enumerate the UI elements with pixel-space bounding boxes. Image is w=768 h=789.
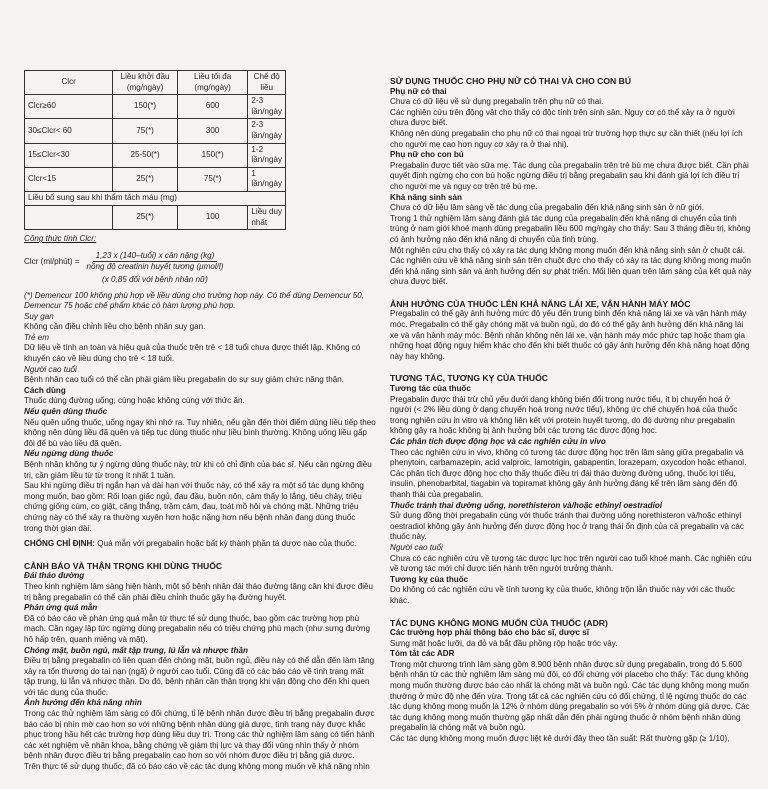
spacer xyxy=(390,288,752,293)
paragraph: Không nên dùng pregabalin cho phụ nữ có thai ngoại trừ trường hợp thực sự cần thiết (nếu lợi ích cho người mẹ cao hơn nguy cơ xảy ra ở thai nhi). xyxy=(390,128,743,149)
table-cell: 25-50(*) xyxy=(113,143,178,167)
table-cell: 30≤Clcr< 60 xyxy=(25,119,113,143)
table-cell: 300 xyxy=(177,119,248,143)
spacer xyxy=(24,550,376,555)
subheading: Trẻ em xyxy=(24,332,50,342)
table-row xyxy=(25,143,286,167)
table-cell: 1-2 lần/ngày xyxy=(248,143,286,167)
paragraph: Một nghiên cứu cho thấy có xảy ra tác dụng không mong muốn đến khả năng sinh sản ở chuột cái. Các nghiên cứu về khả năng sinh sản trên chuột đực cho thấy có xảy ra tác dụng không mong muốn đến khả năng sinh sản và ảnh hưởng đến sự phát triển. Mối liên quan trên lâm sàng của kết quả này chưa được biết. xyxy=(390,245,752,287)
paragraph: Pregabalin được thải trừ chủ yếu dưới dạng không biến đổi trong nước tiểu, ít bị chuyển hoá ở người (< 2% liều dùng ở dạng chuyển hoá trong nước tiểu), không ức chế chuyển hoá của thuốc trong nghiên cứu in vitro và không liên kết với protein huyết tương, do đó dường như pregabalin không gây ra hoặc không bị ảnh hưởng bởi các tương tác được động học. xyxy=(390,394,738,436)
table-cell: 2-3 lần/ngày xyxy=(248,119,286,143)
paragraph: Nếu quên uống thuốc, uống ngay khi nhớ ra. Tuy nhiên, nếu gần đến thời điểm dùng liều tiếp theo không nên dùng liều đã quên và tiếp tục dùng thuốc như liều bình thường. Không uống liều gấp đôi để bù vào liều đã quên. xyxy=(24,417,376,448)
table-cell xyxy=(25,205,113,229)
table-cell: 25(*) xyxy=(113,167,178,191)
formula-denominator: nồng độ creatinin huyết tương (μmol/l) xyxy=(86,262,224,272)
table-row xyxy=(25,119,286,143)
table-cell: Clcr<15 xyxy=(25,167,113,191)
right-text-flow xyxy=(390,76,752,745)
table-row xyxy=(25,95,286,119)
paragraph xyxy=(24,539,376,550)
table-header-cell: Liều khởi đầu (mg/ngày) xyxy=(113,71,178,95)
subheading: Tóm tắt các ADR xyxy=(390,649,455,659)
table-row xyxy=(25,167,286,191)
paragraph: Sưng mặt hoặc lưỡi, da đỏ và bắt đầu phồng rộp hoặc tróc vảy. xyxy=(390,638,618,648)
subheading: Khả năng sinh sản xyxy=(390,192,462,202)
formula-title: Công thức tính Clcr: xyxy=(24,234,97,244)
section-heading: TƯƠNG TÁC, TƯƠNG KỴ CỦA THUỐC xyxy=(390,373,548,384)
table-cell: Liều duy nhất xyxy=(248,205,286,229)
paragraph: Các tác dụng không mong muốn được liệt kê dưới đây theo tần suất: Rất thường gặp (≥ 1/10), xyxy=(390,734,730,744)
table-cell: 150(*) xyxy=(113,95,178,119)
table-cell: 75(*) xyxy=(177,167,248,191)
subheading: Nếu quên dùng thuốc xyxy=(24,407,108,417)
table-header-cell: Chế độ liều xyxy=(248,71,286,95)
table-cell: 75(*) xyxy=(113,119,178,143)
table-cell: 150(*) xyxy=(177,143,248,167)
subheading: Người cao tuổi xyxy=(24,364,77,374)
formula-note: (x 0,85 đối với bệnh nhân nữ) xyxy=(102,274,208,284)
left-text-flow xyxy=(24,291,376,773)
subheading: Phụ nữ có thai xyxy=(390,86,447,96)
subheading: Phản ứng quá mẫn xyxy=(24,603,98,613)
subheading: Ảnh hưởng đến khả năng nhìn xyxy=(24,698,142,708)
subheading: Các trường hợp phải thông báo cho bác sĩ, dược sĩ xyxy=(390,628,589,638)
table-supplement-header xyxy=(25,191,286,205)
paragraph: Thuốc dùng đường uống, cùng hoặc không cùng với thức ăn. xyxy=(24,396,245,406)
paragraph: Chưa có dữ liệu về sử dụng pregabalin trên phụ nữ có thai. xyxy=(390,97,604,107)
spacer xyxy=(390,362,752,367)
paragraph: Chưa có các nghiên cứu về tương tác dược lực học trên người cao tuổi khoẻ mạnh. Các nghiên cứu về tương tác mới chỉ được tiến hành trên người trưởng thành. xyxy=(390,553,752,574)
subheading: Phụ nữ cho con bú xyxy=(390,150,464,160)
paragraph: Dữ liệu về tính an toàn và hiệu quả của thuốc trên trẻ < 18 tuổi chưa được thiết lập. Không có khuyến cáo về liều dùng cho trẻ < 18 tuổi. xyxy=(24,343,361,364)
paragraph: Trong 1 thử nghiệm lâm sàng đánh giá tác dụng của pregabalin đến khả năng di chuyển của tinh trùng ở nam giới khoẻ mạnh dùng pregabalin liều 600 mg/ngày cho thấy: Sau 3 tháng điều trị, không có ảnh hưởng nào đến khả năng di chuyển của tinh trùng. xyxy=(390,213,751,244)
paragraph: Sử dụng đồng thời pregabalin cùng với thuốc tránh thai đường uống norethisteron và/hoặc ethinyl oestradiol không gây ảnh hưởng đến dược động học ở trạng thái ổn định của cả pregabalin và các thuốc này. xyxy=(390,511,744,542)
table-header-row xyxy=(25,71,286,95)
right-column xyxy=(390,70,752,745)
subheading: Suy gan xyxy=(24,311,54,321)
subheading: Chóng mặt, buồn ngủ, mất tập trung, lú lẫn và nhược thần xyxy=(24,645,248,655)
paragraph: Không cần điều chỉnh liều cho bệnh nhân suy gan. xyxy=(24,322,206,332)
subheading: (*) Demencur 100 không phù hợp về liều dùng cho trường hợp này. Có thể dùng Demencur 50, Demencur 75 hoặc chế phẩm khác có hàm lượng phù hợp. xyxy=(24,290,365,311)
paragraph: Pregabalin có thể gây ảnh hưởng mức độ yếu đến trung bình đến khả năng lái xe và vận hành máy móc. Pregabalin có thể gây chóng mặt và buồn ngủ, do đó có thể gây ảnh hưởng đến khả năng lái xe và vận hành máy móc. Bệnh nhân không nên lái xe, vận hành máy móc phức tạp hoặc tham gia những hoạt động nguy hiểm khác cho đến khi biết thuốc có gây ảnh hưởng đến khả năng hoạt động này hay không. xyxy=(390,309,750,361)
paragraph: Trong các thử nghiệm lâm sàng có đối chứng, tỉ lệ bệnh nhân được điều trị bằng pregabalin được báo cáo bị nhìn mờ cao hơn so với những bệnh nhân dùng giả dược, tình trạng này được khắc phục trong hầu hết các trường hợp dùng liều duy trì. Trong các thử nghiệm lâm sàng có tiến hành các xét nghiệm về nhãn khoa, bằng chứng về giảm thị lực và thay đổi vùng nhìn thấy ở nhóm bệnh nhân được điều trị bằng pregabalin cao hơn so với nhóm được điều trị bằng giả dược. xyxy=(24,709,375,761)
table-cell: 2-3 lần/ngày xyxy=(248,95,286,119)
paragraph: Chưa có dữ liệu lâm sàng về tác dụng của pregabalin đến khả năng sinh sản ở nữ giới. xyxy=(390,203,704,213)
paragraph: Bệnh nhân không tự ý ngừng dùng thuốc này, trừ khi có chỉ định của bác sĩ. Nếu cần ngừng điều trị, cần giảm liều từ từ trong ít nhất 1 tuần. xyxy=(24,460,372,480)
subheading: Nếu ngừng dùng thuốc xyxy=(24,449,114,459)
formula-fraction xyxy=(84,251,227,273)
table-cell: 600 xyxy=(177,95,248,119)
paragraph: Theo các nghiên cứu in vivo, không có tương tác dược động học trên lâm sàng giữa pregabalin và phenytoin, carbamazepin, acid valproic, lamotrigin, gabapentin, lorazepam, oxycodon hoặc ethanol. Các phân tích được động học cho thấy thuốc điều trị đái tháo đường đường uống, thuốc lợi tiểu, insulin, phenobarbital, tiagabin và topiramat không gây ảnh hưởng đáng kể trên lâm sàng đến độ thanh thải của pregabalin. xyxy=(390,447,747,499)
subheading: Tương tác của thuốc xyxy=(390,384,471,394)
section-heading: CHỐNG CHỈ ĐỊNH: xyxy=(24,539,96,549)
table-header-cell: Liều tối đa (mg/ngày) xyxy=(177,71,248,95)
table-row xyxy=(25,205,286,229)
section-heading: ẢNH HƯỞNG CỦA THUỐC LÊN KHẢ NĂNG LÁI XE, VẬN HÀNH MÁY MÓC xyxy=(390,298,691,309)
paragraph: Đã có báo cáo về phản ứng quá mẫn từ thực tế sử dụng thuốc, bao gồm các trường hợp phù mạch. Cần ngay lập tức ngừng dùng pregabalin nếu có triệu chứng phù mạch (như sưng đường hô hấp trên, quanh miệng và mặt). xyxy=(24,613,371,644)
section-heading: TÁC DỤNG KHÔNG MONG MUỐN CỦA THUỐC (ADR) xyxy=(390,617,608,628)
subheading: Thuốc tránh thai đường uống, norethisteron và/hoặc ethinyl oestradiol xyxy=(390,500,663,510)
table-cell: 25(*) xyxy=(113,205,178,229)
paragraph-text: Quá mẫn với pregabalin hoặc bất kỳ thành phần tá dược nào của thuốc. xyxy=(95,539,357,549)
paragraph: Điều trị bằng pregabalin có liên quan đến chóng mặt, buồn ngủ, điều này có thể dẫn đến làm tăng xảy ra tổn thương do tai nạn (ngã) ở người cao tuổi. Cũng đã có các báo cáo về tình trạng mất tập trung, lú lẫn và nhược thần. Do đó, bệnh nhân cần thận trọng khi vận động cho đến khi quen với tác dụng của thuốc. xyxy=(24,656,375,697)
subheading: Các phân tích được động học và các nghiên cứu in vivo xyxy=(390,437,606,446)
paragraph: Bệnh nhân cao tuổi có thể cần phải giảm liều pregabalin do sự suy giảm chức năng thận. xyxy=(24,375,344,385)
formula-lhs: Clcr (ml/phút) = xyxy=(24,256,80,266)
subheading: Cách dùng xyxy=(24,385,66,395)
paragraph: Theo kinh nghiệm lâm sàng hiện hành, một số bệnh nhân đái tháo đường tăng cân khi được điều trị bằng pregabalin có thể cần phải điều chỉnh thuốc gây hạ đường huyết. xyxy=(24,581,374,602)
table-cell: 100 xyxy=(177,205,248,229)
paragraph: Sau khi ngừng điều trị ngắn hạn và dài hạn với thuốc này, có thể xảy ra một số tác dụng không mong muốn, bao gồm: Rối loạn giấc ngủ, đau đầu, buồn nôn, cảm thấy lo lắng, tiêu chảy, triệu chứng giống cúm, co giật, căng thẳng, trầm cảm, đau, toát mồ hôi và chóng mặt. Những triệu chứng này có thể xảy ra thường xuyên hơn hoặc nặng hơn nếu bệnh nhân đang dùng thuốc trong thời gian dài. xyxy=(24,481,364,533)
subheading: Người cao tuổi xyxy=(390,542,443,552)
table-cell: Liều bổ sung sau khi thẩm tách máu (mg) xyxy=(25,191,286,205)
dosage-table xyxy=(24,70,286,230)
table-header-cell: Clcr xyxy=(25,71,113,95)
table-cell: Clcr≥60 xyxy=(25,95,113,119)
table-cell: 1 lần/ngày xyxy=(248,167,286,191)
spacer xyxy=(390,607,752,612)
paragraph: Các nghiên cứu trên động vật cho thấy có độc tính trên sinh sản. Nguy cơ có thể xảy ra ở người chưa được biết. xyxy=(390,107,735,128)
left-column xyxy=(24,70,376,773)
section-heading: SỬ DỤNG THUỐC CHO PHỤ NỮ CÓ THAI VÀ CHO CON BÚ xyxy=(390,76,632,86)
paragraph: Trong một chương trình lâm sàng gồm 8.900 bệnh nhân được sử dụng pregabalin, trong đó 5.600 bệnh nhân từ các thử nghiệm lâm sàng mù đôi, có đối chứng với placebo cho thấy: Tác dụng không mong muốn thường được báo cáo nhất là chóng mặt và buồn ngủ. Các tác dụng không mong muốn thường ở mức độ nhẹ đến vừa. Trong tất cả các nghiên cứu có đối chứng, tỉ lệ ngừng thuốc do các tác dụng không mong muốn là 12% ở nhóm dùng pregabalin so với 5% ở nhóm dùng giả dược. Các tác dụng không mong muốn thường gặp nhất dẫn đến phải ngừng thuốc ở nhóm bệnh nhân dùng pregabalin là chóng mặt và buồn ngủ. xyxy=(390,659,750,733)
paragraph: Do không có các nghiên cứu về tính tương kỵ của thuốc, không trộn lẫn thuốc này với các thuốc khác. xyxy=(390,585,735,605)
table-cell: 15≤Clcr<30 xyxy=(25,143,113,167)
paragraph: Pregabalin được tiết vào sữa mẹ. Tác dụng của pregabalin trên trẻ bú mẹ chưa được biết. Cần phải quyết định ngừng cho con bú hoặc ngừng điều trị bằng pregabalin sau khi đánh giá lợi ích điều trị cho người mẹ và nguy cơ trên trẻ bú mẹ. xyxy=(390,160,749,191)
subheading: Đái tháo đường xyxy=(24,571,85,581)
formula-numerator: 1,23 x (140–tuổi) x cân nặng (kg) xyxy=(93,251,218,263)
formula xyxy=(24,251,376,273)
section-heading: CẢNH BÁO VÀ THẬN TRỌNG KHI DÙNG THUỐC xyxy=(24,560,223,571)
subheading: Tương kỵ của thuốc xyxy=(390,574,469,584)
paragraph: Trên thực tế sử dụng thuốc, đã có báo cáo về các tác dụng không mong muốn về khả năng nhìn xyxy=(24,762,370,772)
